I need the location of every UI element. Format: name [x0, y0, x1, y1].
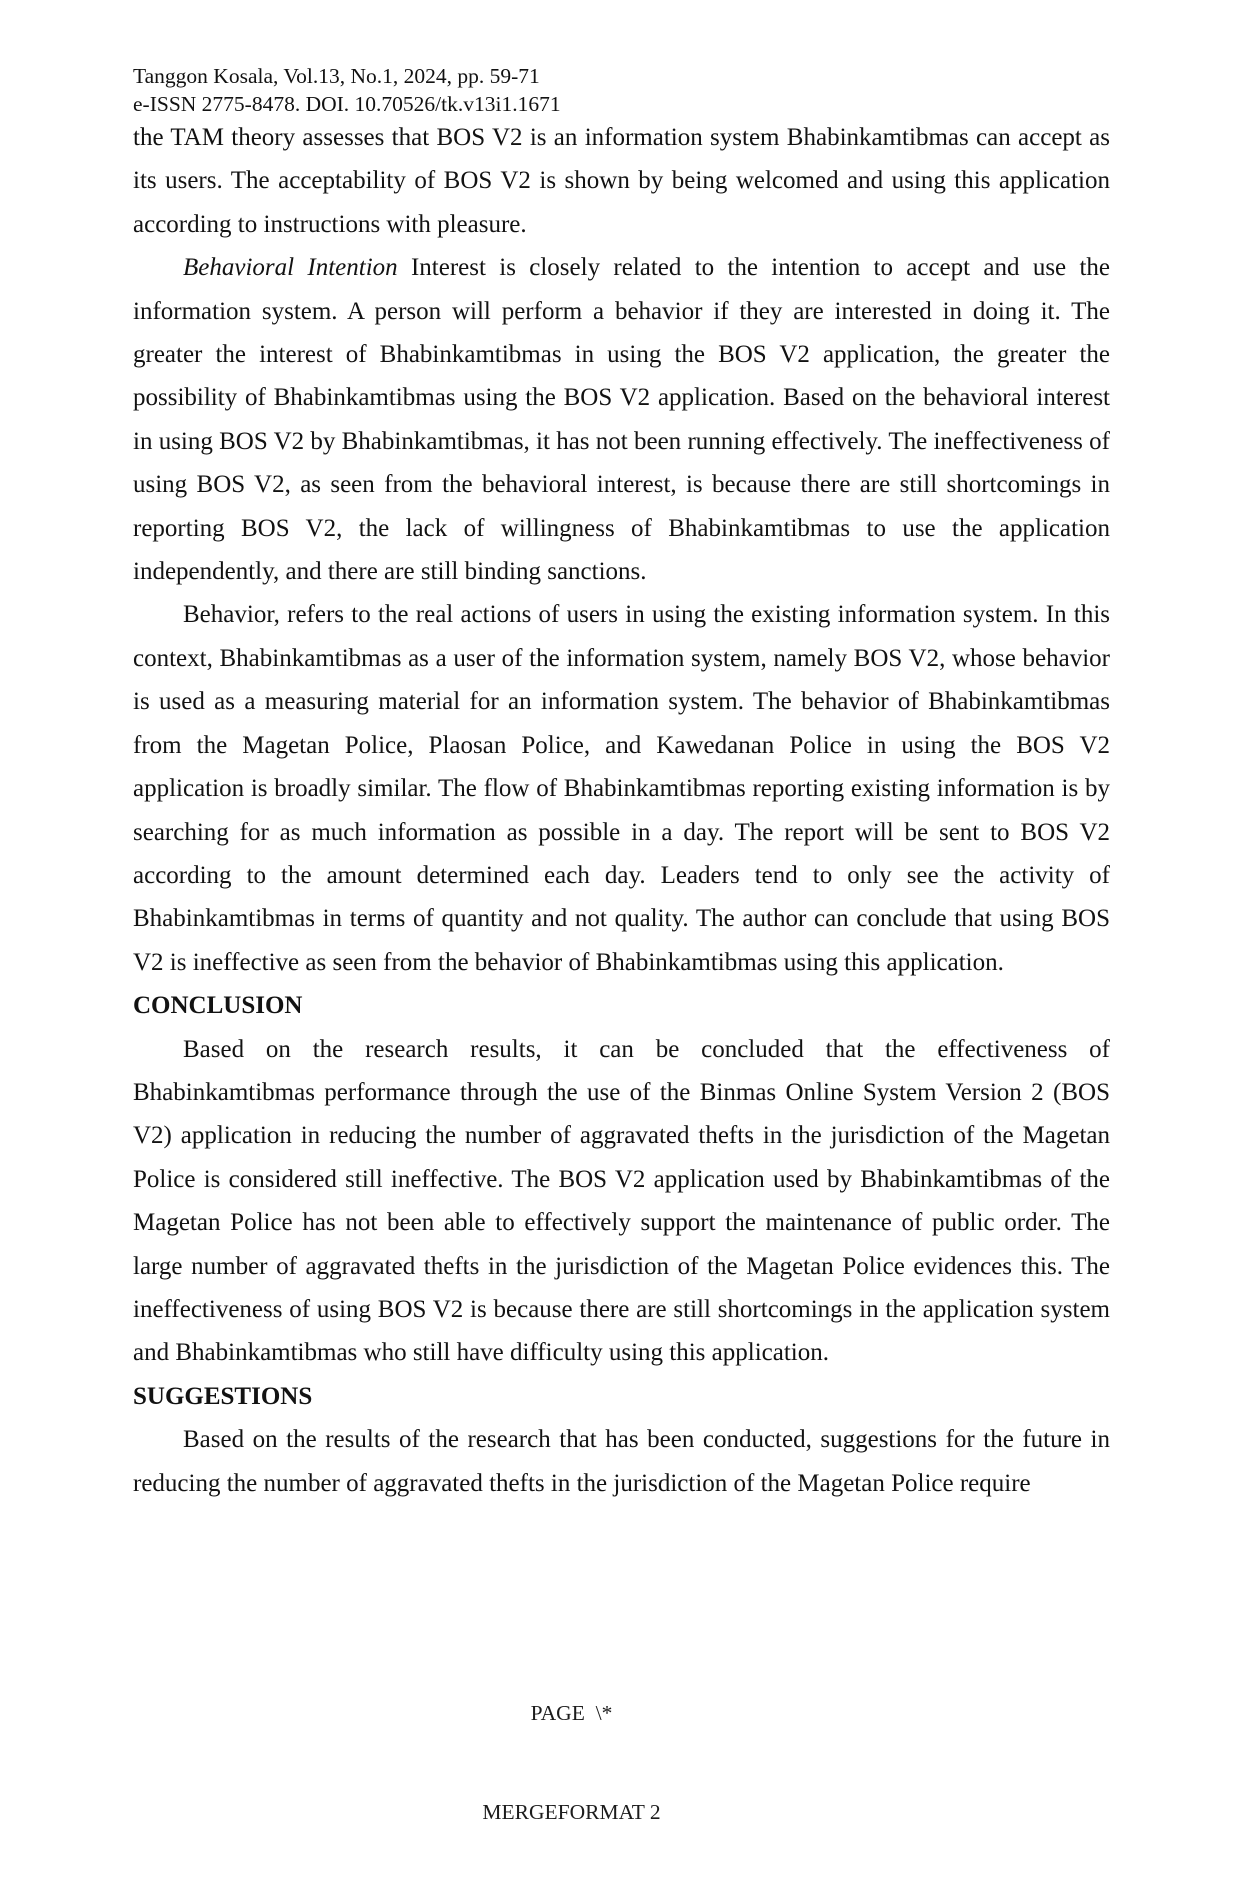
paragraph-suggestions: Based on the results of the research that has been conducted, suggestions for the future in reducing the number of aggravated thefts in the jurisdiction of the Magetan Police require [133, 1426, 1110, 1497]
body-text [133, 116, 1110, 1505]
header-journal-line: Tanggon Kosala, Vol.13, No.1, 2024, pp. 59-71 [133, 64, 540, 88]
header-issn-doi-line: e-ISSN 2775-8478. DOI. 10.70526/tk.v13i1.1671 [133, 92, 561, 116]
footer-field-line2: MERGEFORMAT 2 [482, 1800, 661, 1824]
paragraph-text: Interest is closely related to the intention to accept and use the information system. A person will perform a behavior if they are interested in doing it. The greater the interest of Bhabinkamtibmas in using the BOS V2 application, the greater the possibility of Bhabinkamtibmas using the BOS V2 application. Based on the behavioral interest in using BOS V2 by Bhabinkamtibmas, it has not been running effectively. The ineffectiveness of using BOS V2, as seen from the behavioral interest, is because there are still shortcomings in reporting BOS V2, the lack of willingness of Bhabinkamtibmas to use the application independently, and there are still binding sanctions. [133, 254, 1110, 586]
section-heading-conclusion: CONCLUSION [133, 992, 303, 1020]
section-heading-suggestions: SUGGESTIONS [133, 1382, 313, 1410]
footer-field-line1: PAGE \* [530, 1701, 613, 1725]
paragraph-behavior: Behavior, refers to the real actions of users in using the existing information system. In this context, Bhabinkamtibmas as a user of the information system, namely BOS V2, whose behavior is used as a measuring material for an information system. The behavior of Bhabinkamtibmas from the Magetan Police, Plaosan Police, and Kawedanan Police in using the BOS V2 application is broadly similar. The flow of Bhabinkamtibmas reporting existing information is by searching for as much information as possible in a day. The report will be sent to BOS V2 according to the amount determined each day. Leaders tend to only see the activity of Bhabinkamtibmas in terms of quantity and not quality. The author can conclude that using BOS V2 is ineffective as seen from the behavior of Bhabinkamtibmas using this application. [133, 601, 1110, 976]
paragraph-conclusion: Based on the research results, it can be concluded that the effectiveness of Bhabinkamtibmas performance through the use of the Binmas Online System Version 2 (BOS V2) application in reducing the number of aggravated thefts in the jurisdiction of the Magetan Police is considered still ineffective. The BOS V2 application used by Bhabinkamtibmas of the Magetan Police has not been able to effectively support the maintenance of public order. The large number of aggravated thefts in the jurisdiction of the Magetan Police evidences this. The ineffectiveness of using BOS V2 is because there are still shortcomings in the application system and Bhabinkamtibmas who still have difficulty using this application. [133, 1035, 1110, 1367]
paragraph-behavioral-intention [133, 246, 1110, 593]
page-footer-field-code [83, 1631, 1060, 1895]
running-header [133, 62, 1110, 118]
paragraph-tam-theory: the TAM theory assesses that BOS V2 is an information system Bhabinkamtibmas can accept as its users. The acceptability of BOS V2 is shown by being welcomed and using this application according to instructions with pleasure. [133, 124, 1110, 238]
italic-lead-behavioral-intention: Behavioral Intention [183, 254, 398, 282]
